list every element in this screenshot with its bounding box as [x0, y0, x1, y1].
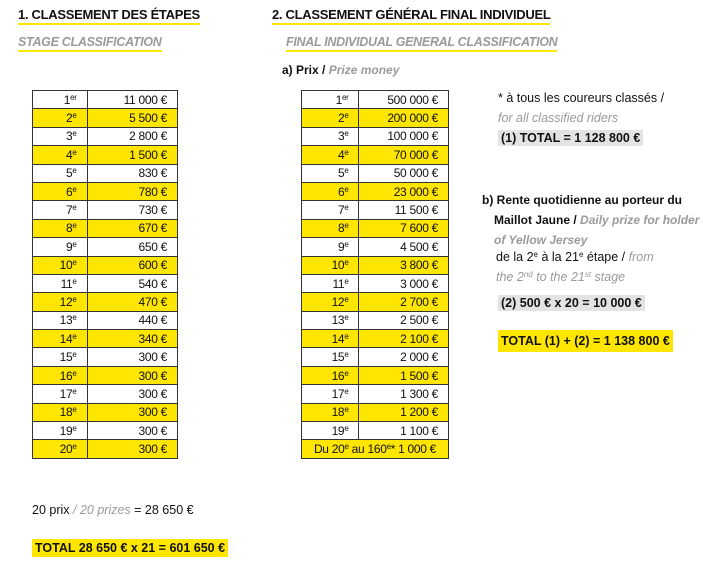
amount-cell: 4 500 €: [359, 238, 449, 256]
table-row: [302, 330, 449, 348]
amount-cell: 200 000 €: [359, 109, 449, 127]
table-row: [302, 109, 449, 127]
rank-cell: 10e: [302, 256, 359, 274]
rank-cell: 2e: [33, 109, 88, 127]
table-row: [302, 238, 449, 256]
rank-cell: 19e: [33, 422, 88, 440]
rank-cell: 17e: [302, 385, 359, 403]
rank-cell: 4e: [33, 146, 88, 164]
rank-cell: 16e: [33, 366, 88, 384]
stage-prize-table: [32, 90, 178, 459]
table-row: [302, 385, 449, 403]
amount-cell: 340 €: [87, 330, 177, 348]
rank-cell: 20e: [33, 440, 88, 458]
rank-cell: 2e: [302, 109, 359, 127]
rank-cell: 1er: [33, 91, 88, 109]
rank-cell: 9e: [302, 238, 359, 256]
amount-cell: 1 200 €: [359, 403, 449, 421]
rank-cell: 11e: [33, 274, 88, 292]
table-row: [302, 127, 449, 145]
rank-cell: 11e: [302, 274, 359, 292]
table-row: [302, 201, 449, 219]
table-row: [33, 403, 178, 421]
table-row: [302, 311, 449, 329]
table-row: [33, 201, 178, 219]
rank-cell: 6e: [33, 182, 88, 200]
amount-cell: 2 700 €: [359, 293, 449, 311]
rank-cell: 6e: [302, 182, 359, 200]
table-row: [33, 182, 178, 200]
table-row: [33, 311, 178, 329]
amount-cell: 470 €: [87, 293, 177, 311]
rank-cell: 1er: [302, 91, 359, 109]
amount-cell: 23 000 €: [359, 182, 449, 200]
rank-cell: 16e: [302, 366, 359, 384]
table-row: [302, 403, 449, 421]
amount-cell: 650 €: [87, 238, 177, 256]
amount-cell: 500 000 €: [359, 91, 449, 109]
table-row: [33, 440, 178, 458]
classified-note: * à tous les coureurs classés / for all classified riders (1) TOTAL = 1 128 800 €: [498, 91, 665, 145]
table-row: [33, 366, 178, 384]
table-row: [33, 256, 178, 274]
table-row: [302, 164, 449, 182]
amount-cell: 11 500 €: [359, 201, 449, 219]
table-row: [302, 91, 449, 109]
grand-total: TOTAL (1) + (2) = 1 138 800 €: [498, 331, 673, 351]
rank-cell: 3e: [33, 127, 88, 145]
rank-cell: 7e: [33, 201, 88, 219]
rank-cell: 9e: [33, 238, 88, 256]
table-row: [33, 219, 178, 237]
rank-cell: 8e: [33, 219, 88, 237]
table-row: [33, 293, 178, 311]
table-row: [33, 274, 178, 292]
table-row: [302, 182, 449, 200]
range-cell: Du 20e au 160e* 1 000 €: [302, 440, 449, 458]
amount-cell: 300 €: [87, 440, 177, 458]
rank-cell: 4e: [302, 146, 359, 164]
table-row: [33, 238, 178, 256]
rank-cell: 14e: [33, 330, 88, 348]
amount-cell: 5 500 €: [87, 109, 177, 127]
rank-cell: 15e: [302, 348, 359, 366]
amount-cell: 1 100 €: [359, 422, 449, 440]
amount-cell: 70 000 €: [359, 146, 449, 164]
rank-cell: 7e: [302, 201, 359, 219]
section2-title: 2. CLASSEMENT GÉNÉRAL FINAL INDIVIDUEL: [272, 6, 550, 25]
table-row: [33, 109, 178, 127]
section1-subtitle: STAGE CLASSIFICATION: [18, 33, 162, 52]
rank-cell: 5e: [33, 164, 88, 182]
table-row: [33, 91, 178, 109]
amount-cell: 540 €: [87, 274, 177, 292]
table-row: [302, 256, 449, 274]
rank-cell: 13e: [302, 311, 359, 329]
table-row: [33, 330, 178, 348]
stage-total: TOTAL 28 650 € x 21 = 601 650 €: [32, 538, 228, 558]
table-row: [33, 164, 178, 182]
table-row-range: [302, 440, 449, 458]
section2-subtitle: FINAL INDIVIDUAL GENERAL CLASSIFICATION: [286, 33, 557, 52]
rank-cell: 18e: [33, 403, 88, 421]
rank-cell: 13e: [33, 311, 88, 329]
amount-cell: 3 800 €: [359, 256, 449, 274]
amount-cell: 2 000 €: [359, 348, 449, 366]
daily-prize-stages: de la 2e à la 21e étape / from the 2nd to the 21st stage: [496, 250, 654, 284]
stage-summary: 20 prix / 20 prizes = 28 650 €: [32, 503, 194, 517]
final-prize-table: [301, 90, 449, 459]
rank-cell: 17e: [33, 385, 88, 403]
amount-cell: 300 €: [87, 403, 177, 421]
table-row: [33, 127, 178, 145]
prize-money-label: a) Prix / Prize money: [282, 63, 400, 77]
rank-cell: 19e: [302, 422, 359, 440]
rank-cell: 14e: [302, 330, 359, 348]
amount-cell: 2 800 €: [87, 127, 177, 145]
amount-cell: 300 €: [87, 385, 177, 403]
table-row: [33, 422, 178, 440]
amount-cell: 730 €: [87, 201, 177, 219]
rank-cell: 3e: [302, 127, 359, 145]
daily-prize-label: b) Rente quotidienne au porteur du Maillot Jaune / Daily prize for holder of Yellow Jersey: [482, 193, 700, 247]
amount-cell: 7 600 €: [359, 219, 449, 237]
amount-cell: 2 500 €: [359, 311, 449, 329]
section1-title: 1. CLASSEMENT DES ÉTAPES: [18, 6, 200, 25]
daily-prize-total: (2) 500 € x 20 = 10 000 €: [498, 293, 645, 313]
table-row: [302, 293, 449, 311]
table-row: [302, 366, 449, 384]
table-row: [302, 146, 449, 164]
amount-cell: 300 €: [87, 348, 177, 366]
table-row: [302, 422, 449, 440]
amount-cell: 50 000 €: [359, 164, 449, 182]
amount-cell: 300 €: [87, 366, 177, 384]
rank-cell: 8e: [302, 219, 359, 237]
amount-cell: 2 100 €: [359, 330, 449, 348]
amount-cell: 1 500 €: [359, 366, 449, 384]
amount-cell: 3 000 €: [359, 274, 449, 292]
amount-cell: 1 300 €: [359, 385, 449, 403]
table-row: [302, 219, 449, 237]
amount-cell: 670 €: [87, 219, 177, 237]
amount-cell: 1 500 €: [87, 146, 177, 164]
rank-cell: 18e: [302, 403, 359, 421]
rank-cell: 12e: [33, 293, 88, 311]
amount-cell: 100 000 €: [359, 127, 449, 145]
rank-cell: 5e: [302, 164, 359, 182]
table-row: [33, 348, 178, 366]
amount-cell: 440 €: [87, 311, 177, 329]
amount-cell: 600 €: [87, 256, 177, 274]
amount-cell: 11 000 €: [87, 91, 177, 109]
amount-cell: 300 €: [87, 422, 177, 440]
table-row: [33, 385, 178, 403]
table-row: [302, 274, 449, 292]
rank-cell: 12e: [302, 293, 359, 311]
rank-cell: 10e: [33, 256, 88, 274]
table-row: [33, 146, 178, 164]
amount-cell: 830 €: [87, 164, 177, 182]
rank-cell: 15e: [33, 348, 88, 366]
table-row: [302, 348, 449, 366]
amount-cell: 780 €: [87, 182, 177, 200]
